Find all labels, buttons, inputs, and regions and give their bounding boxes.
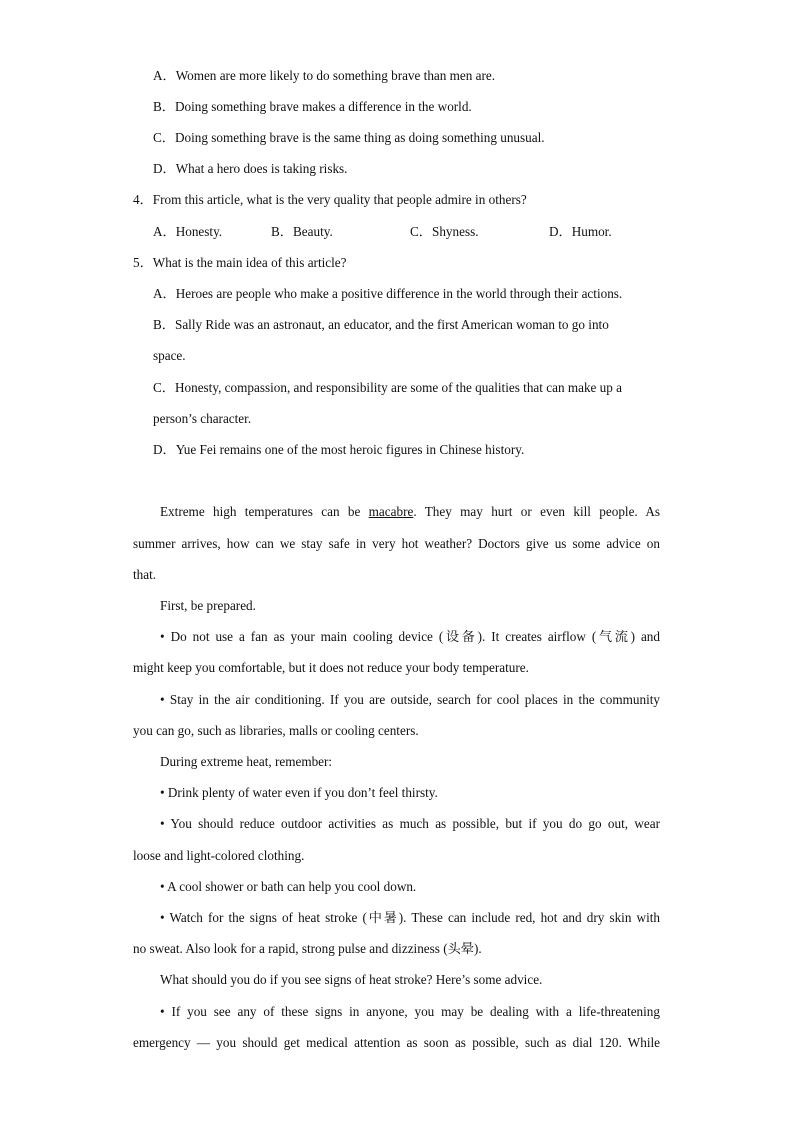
q3-option-b: B．Doing something brave makes a difference in the world. <box>153 99 472 114</box>
passage-p1-line3: that. <box>133 567 157 582</box>
passage-bullet6-line1: • Watch for the signs of heat stroke (中暑). These can include red, hot and dry skin with <box>160 910 660 925</box>
passage-bullet7-line1: • If you see any of these signs in anyone, you may be dealing with a life-threatening <box>160 1004 660 1019</box>
q5-option-b-cont: space. <box>153 348 186 363</box>
passage-p1-line1 <box>160 504 660 520</box>
q4-option-c: C．Shyness. <box>410 224 479 239</box>
passage-p1-text-a: Extreme high temperatures can be <box>160 504 369 519</box>
passage-bullet4-line1: • You should reduce outdoor activities as much as possible, but if you do go out, wear <box>160 816 660 831</box>
q5-option-b: B．Sally Ride was an astronaut, an educator, and the first American woman to go into <box>153 317 609 332</box>
q5-option-c-cont: person’s character. <box>153 411 252 426</box>
q5-stem: 5．What is the main idea of this article? <box>133 255 347 270</box>
q4-stem: 4．From this article, what is the very quality that people admire in others? <box>133 192 527 207</box>
passage-bullet4-line2: loose and light-colored clothing. <box>133 848 305 863</box>
passage-advice-heading: What should you do if you see signs of heat stroke? Here’s some advice. <box>160 972 543 987</box>
passage-first-heading: First, be prepared. <box>160 598 256 613</box>
passage-bullet5: • A cool shower or bath can help you cool down. <box>160 879 417 894</box>
passage-bullet1-line2: might keep you comfortable, but it does not reduce your body temperature. <box>133 660 529 675</box>
q5-option-a: A．Heroes are people who make a positive difference in the world through their actions. <box>153 286 623 301</box>
q3-option-a: A．Women are more likely to do something brave than men are. <box>153 68 496 83</box>
passage-bullet2-line2: you can go, such as libraries, malls or cooling centers. <box>133 723 419 738</box>
q4-option-b: B．Beauty. <box>271 224 333 239</box>
passage-underlined-word: macabre <box>368 504 414 519</box>
passage-bullet7-line2: emergency — you should get medical attention as soon as possible, such as dial 120. While <box>133 1035 660 1050</box>
q4-options-row <box>0 224 794 240</box>
q4-option-d: D．Humor. <box>549 224 612 239</box>
q4-option-a: A．Honesty. <box>153 224 223 239</box>
q5-option-c: C．Honesty, compassion, and responsibility are some of the qualities that can make up a <box>153 380 623 395</box>
q3-option-c: C．Doing something brave is the same thing as doing something unusual. <box>153 130 545 145</box>
passage-p1-line2: summer arrives, how can we stay safe in very hot weather? Doctors give us some advice on <box>133 536 660 551</box>
q3-option-d: D．What a hero does is taking risks. <box>153 161 348 176</box>
q5-option-d: D．Yue Fei remains one of the most heroic figures in Chinese history. <box>153 442 525 457</box>
passage-bullet6-line2: no sweat. Also look for a rapid, strong pulse and dizziness (头晕). <box>133 941 482 956</box>
passage-p1-text-b: . They may hurt or even kill people. As <box>413 504 660 519</box>
passage-during-heading: During extreme heat, remember: <box>160 754 333 769</box>
passage-bullet3: • Drink plenty of water even if you don’t feel thirsty. <box>160 785 438 800</box>
passage-bullet1-line1: • Do not use a fan as your main cooling device (设备). It creates airflow (气流) and <box>160 629 660 644</box>
passage-bullet2-line1: • Stay in the air conditioning. If you are outside, search for cool places in the community <box>160 692 660 707</box>
